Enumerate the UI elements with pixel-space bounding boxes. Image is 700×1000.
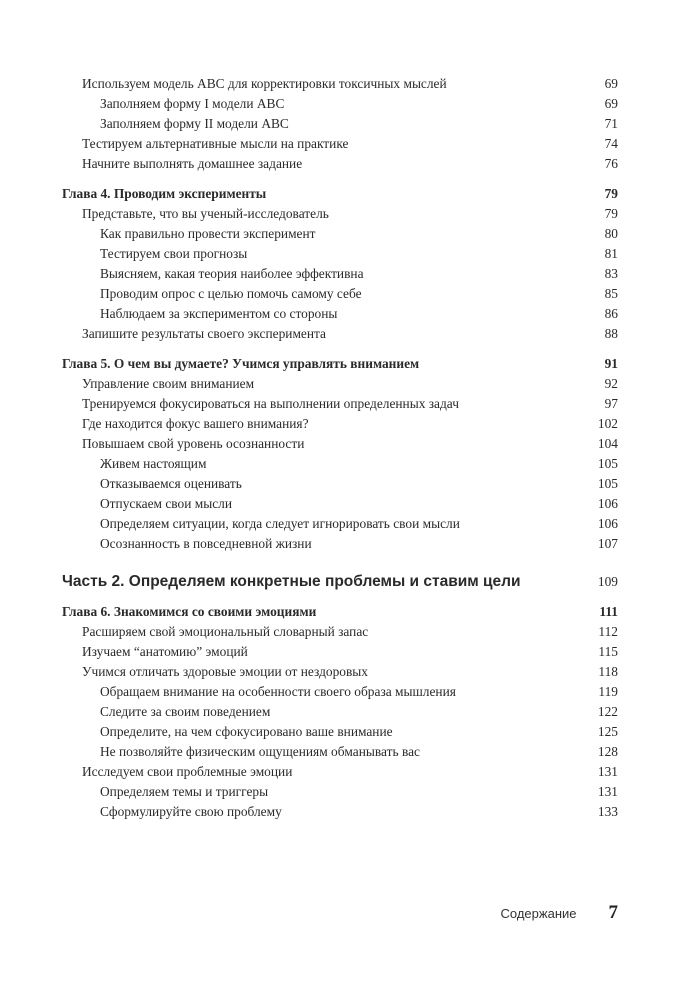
toc-subsection bbox=[62, 454, 618, 474]
toc-section bbox=[62, 134, 618, 154]
toc-entry-page: 91 bbox=[604, 356, 618, 371]
toc-subsection bbox=[62, 474, 618, 494]
toc-entry-page: 86 bbox=[604, 306, 618, 321]
toc-entry-page: 71 bbox=[604, 116, 618, 131]
toc-subsection bbox=[62, 742, 618, 762]
toc-entry-title: Осознанность в повседневной жизни bbox=[100, 536, 312, 551]
toc-entry-page: 131 bbox=[597, 784, 618, 799]
toc-subsection bbox=[62, 682, 618, 702]
toc-entry-title: Тестируем свои прогнозы bbox=[100, 246, 248, 261]
toc-section bbox=[62, 74, 618, 94]
toc-entry-page: 81 bbox=[604, 246, 618, 261]
toc-entry-page: 74 bbox=[604, 136, 618, 151]
toc-entry-page: 97 bbox=[604, 396, 618, 411]
toc-section bbox=[62, 662, 618, 682]
toc-entry-page: 109 bbox=[597, 574, 618, 589]
toc-entry-page: 102 bbox=[597, 416, 618, 431]
toc-entry-title: Учимся отличать здоровые эмоции от нездоровых bbox=[82, 664, 368, 679]
toc-entry-title: Как правильно провести эксперимент bbox=[100, 226, 316, 241]
toc-subsection bbox=[62, 802, 618, 822]
toc-entry-page: 125 bbox=[597, 724, 618, 739]
running-header: Содержание bbox=[500, 906, 577, 921]
toc-entry-page: 76 bbox=[604, 156, 618, 171]
toc-entry-page: 106 bbox=[597, 516, 618, 531]
toc-subsection bbox=[62, 514, 618, 534]
toc-entry-page: 88 bbox=[604, 326, 618, 341]
toc-entry-title: Определите, на чем сфокусировано ваше внимание bbox=[100, 724, 393, 739]
toc-section bbox=[62, 414, 618, 434]
toc-entry-title: Тренируемся фокусироваться на выполнении определенных задач bbox=[82, 396, 459, 411]
toc-entry-page: 80 bbox=[604, 226, 618, 241]
toc-entry-page: 128 bbox=[597, 744, 618, 759]
toc-entry-title: Глава 4. Проводим эксперименты bbox=[62, 186, 267, 201]
toc-entry-title: Исследуем свои проблемные эмоции bbox=[82, 764, 293, 779]
page-number: 7 bbox=[608, 902, 618, 923]
toc-chapter-heading bbox=[62, 184, 618, 204]
toc-chapter-heading bbox=[62, 354, 618, 374]
toc-section bbox=[62, 434, 618, 454]
toc-entry-title: Глава 6. Знакомимся со своими эмоциями bbox=[62, 604, 317, 619]
toc-entry-title: Представьте, что вы ученый-исследователь bbox=[82, 206, 329, 221]
toc-section bbox=[62, 394, 618, 414]
toc-section bbox=[62, 204, 618, 224]
toc-entry-title: Изучаем “анатомию” эмоций bbox=[82, 644, 248, 659]
toc-entry-title: Глава 5. О чем вы думаете? Учимся управлять вниманием bbox=[62, 356, 420, 371]
toc-entry-title: Сформулируйте свою проблему bbox=[100, 804, 282, 819]
toc-entry-page: 133 bbox=[597, 804, 618, 819]
toc-subsection bbox=[62, 264, 618, 284]
toc-subsection bbox=[62, 284, 618, 304]
toc-entry-title: Где находится фокус вашего внимания? bbox=[82, 416, 309, 431]
toc-entry-page: 92 bbox=[604, 376, 618, 391]
toc-entry-title: Проводим опрос с целью помочь самому себе bbox=[100, 286, 362, 301]
toc-entry-title: Не позволяйте физическим ощущениям обманывать вас bbox=[100, 744, 420, 759]
toc-entry-title: Отпускаем свои мысли bbox=[100, 496, 232, 511]
toc-entry-title: Определяем ситуации, когда следует игнорировать свои мысли bbox=[100, 516, 460, 531]
toc-section bbox=[62, 642, 618, 662]
toc-entry-page: 122 bbox=[597, 704, 618, 719]
toc-entry-page: 79 bbox=[604, 206, 618, 221]
toc-section bbox=[62, 154, 618, 174]
toc-section bbox=[62, 762, 618, 782]
toc-subsection bbox=[62, 224, 618, 244]
toc-entry-title: Заполняем форму II модели ABC bbox=[100, 116, 289, 131]
toc-entry-page: 118 bbox=[598, 664, 618, 679]
toc-section bbox=[62, 324, 618, 344]
toc-subsection bbox=[62, 494, 618, 514]
toc-entry-page: 69 bbox=[604, 96, 618, 111]
toc-entry-title: Определяем темы и триггеры bbox=[100, 784, 269, 799]
toc-subsection bbox=[62, 782, 618, 802]
toc-entry-page: 106 bbox=[597, 496, 618, 511]
toc-subsection bbox=[62, 244, 618, 264]
toc-subsection bbox=[62, 702, 618, 722]
toc-chapter-heading bbox=[62, 602, 618, 622]
toc-entry-page: 112 bbox=[598, 624, 618, 639]
toc-subsection bbox=[62, 304, 618, 324]
toc-entry-title: Управление своим вниманием bbox=[82, 376, 255, 391]
table-of-contents bbox=[62, 74, 618, 822]
toc-entry-title: Заполняем форму I модели ABC bbox=[100, 96, 285, 111]
toc-entry-page: 111 bbox=[599, 604, 618, 619]
toc-subsection bbox=[62, 94, 618, 114]
toc-entry-title: Расширяем свой эмоциональный словарный запас bbox=[82, 624, 369, 639]
toc-subsection bbox=[62, 114, 618, 134]
page-footer bbox=[501, 902, 618, 924]
toc-entry-title: Тестируем альтернативные мысли на практике bbox=[82, 136, 349, 151]
toc-entry-title: Живем настоящим bbox=[100, 456, 207, 471]
toc-entry-page: 105 bbox=[597, 456, 618, 471]
toc-entry-page: 115 bbox=[598, 644, 618, 659]
toc-entry-page: 83 bbox=[604, 266, 618, 281]
toc-entry-page: 119 bbox=[598, 684, 618, 699]
toc-entry-page: 131 bbox=[597, 764, 618, 779]
toc-entry-title: Отказываемся оценивать bbox=[100, 476, 242, 491]
toc-entry-page: 105 bbox=[597, 476, 618, 491]
toc-entry-title: Часть 2. Определяем конкретные проблемы и ставим цели bbox=[62, 573, 521, 590]
toc-section bbox=[62, 374, 618, 394]
toc-entry-page: 79 bbox=[604, 186, 618, 201]
toc-entry-title: Повышаем свой уровень осознанности bbox=[82, 436, 305, 451]
toc-entry-title: Запишите результаты своего эксперимента bbox=[82, 326, 326, 341]
toc-entry-title: Используем модель ABC для корректировки токсичных мыслей bbox=[82, 76, 447, 91]
toc-entry-title: Наблюдаем за экспериментом со стороны bbox=[100, 306, 338, 321]
toc-subsection bbox=[62, 534, 618, 554]
toc-entry-title: Обращаем внимание на особенности своего образа мышления bbox=[100, 684, 456, 699]
toc-part-heading bbox=[62, 572, 618, 592]
toc-entry-title: Следите за своим поведением bbox=[100, 704, 271, 719]
toc-entry-title: Выясняем, какая теория наиболее эффективна bbox=[100, 266, 364, 281]
toc-entry-page: 104 bbox=[597, 436, 618, 451]
toc-entry-page: 107 bbox=[597, 536, 618, 551]
toc-entry-title: Начните выполнять домашнее задание bbox=[82, 156, 303, 171]
toc-entry-page: 85 bbox=[604, 286, 618, 301]
toc-section bbox=[62, 622, 618, 642]
toc-entry-page: 69 bbox=[604, 76, 618, 91]
toc-subsection bbox=[62, 722, 618, 742]
